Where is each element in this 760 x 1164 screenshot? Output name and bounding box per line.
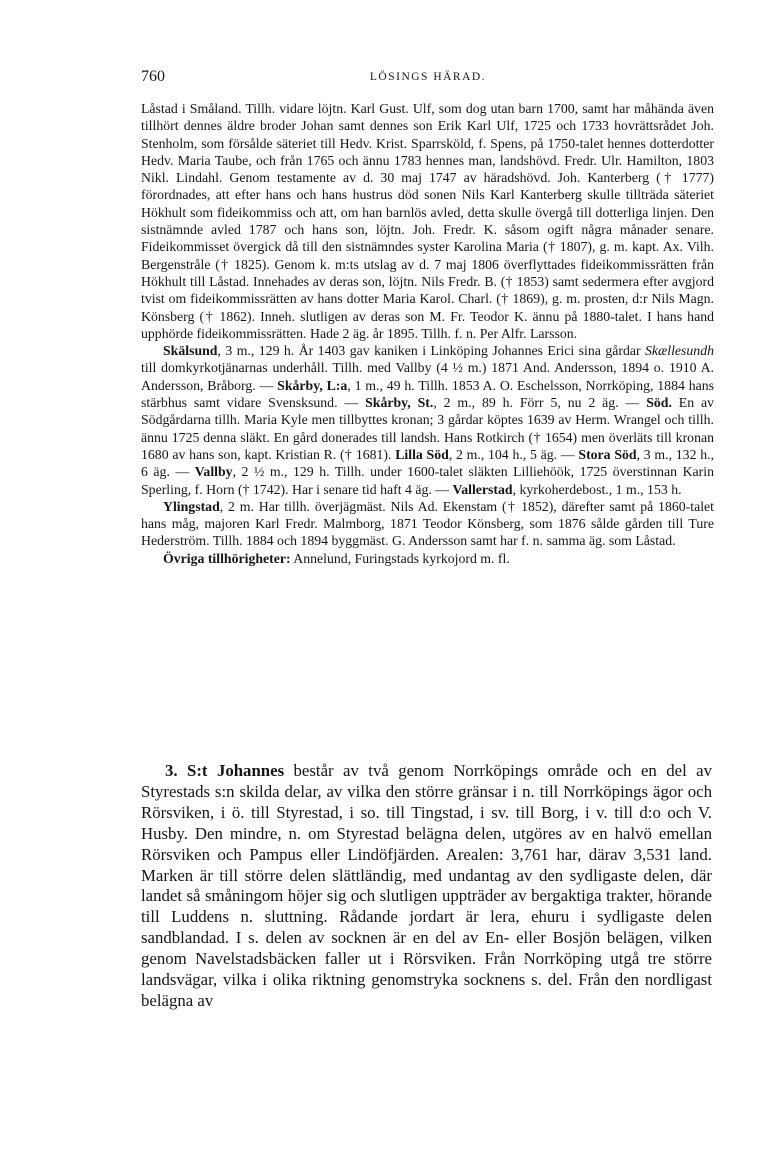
bold-term: Skårby, L:a: [277, 377, 348, 393]
main-text-section: [141, 761, 712, 1012]
bold-term: Skälsund: [163, 343, 218, 359]
bold-term: Vallerstad: [452, 481, 513, 497]
bold-term: 3. S:t Johannes: [165, 761, 285, 780]
text-run: , 1 m., 49 h. Tillh. 1853 A. O. Eschelsson, Norrköping, 1884 hans stärbhus samt vidare Svensksund. —: [141, 377, 714, 411]
page-number: 760: [141, 68, 165, 85]
text-run: , 3 m., 132 h., 6 äg. —: [141, 446, 715, 480]
paragraph-st-johannes: [141, 761, 712, 1012]
page-header: [141, 68, 715, 90]
paragraph-skalsund: [141, 342, 714, 498]
bold-term: Skårby, St.: [365, 395, 434, 411]
text-run: , 2 ½ m., 129 h. Tillh. under 1600-talet släkten Lilliehöök, 1725 överstinnan Karin Sperling, f. Horn († 1742). Har i senare tid haft 4 äg. —: [141, 464, 714, 497]
text-run: , 2 m. Har tillh. överjägmäst. Nils Ad. Ekenstam († 1852), därefter samt på 1860-talet hans måg, majoren Karl Fredr. Malmborg, 1871 Teodor Könsberg, som 1876 sålde gården till Ture Hederström. Tillh. 1884 och 1894 byggmäst. G. Andersson samt har f. n. samma äg. som Låstad.: [141, 498, 714, 549]
text-run: består av två genom Norrköpings område och en del av Styrestads s:n skilda delar, av vilka den större gränsar i n. till Norrköpings ägor och Rörsviken, i ö. till Styrestad, i so. till Tingstad, i sv. till Borg, i v. till d:o och V. Husby. Den mindre, n. om Styrestad belägna delen, utgöres av en halvö emellan Rörsviken och Pampus eller Lindöfjärden. Arealen: 3,761 har, därav 3,531 land. Marken är till större delen slättländig, med undantag av den sydligaste delen, där landet så småningom höjer sig och slutligen uppträder av bergaktiga trakter, hörande till Luddens n. sluttning. Rådande jordart är lera, ehuru i sydligaste delen sandblandad. I s. delen av socknen är en del av En- eller Bosjön belägen, vilken genom Navelstadsbäcken faller ut i Rörsviken. Från Norrköping utgå tre större landsvägar, vilka i olika riktning genomstryka socknens s. del. Från den nordligast belägna av: [141, 761, 712, 1010]
text-run: Annelund, Furingstads kyrkojord m. fl.: [290, 550, 510, 566]
text-run: , 2 m., 104 h., 5 äg. —: [448, 446, 579, 462]
bold-term: Stora Söd: [578, 446, 637, 462]
small-print-section: [141, 100, 714, 567]
bold-term: Vallby: [194, 464, 233, 480]
paragraph-ovriga: [141, 550, 714, 567]
bold-term: Övriga tillhörigheter:: [163, 550, 291, 566]
text-run: , 3 m., 129 h. År 1403 gav kaniken i Linköping Johannes Erici sina gårdar: [217, 343, 646, 359]
text-run: Skællesundh: [645, 343, 714, 359]
bold-term: Ylingstad: [163, 498, 220, 514]
paragraph-lastad: [141, 100, 714, 342]
text-run: En av Södgårdarna tillh. Maria Kyle men tillbyttes kronan; 3 gårdar köptes 1639 av Herm. Wrangel och tillh. ännu 1725 denna släkt. En gård donerades till landsh. Hans Rotkirch († 1654) men överläts till kronan 1680 av hans son, kapt. Kristian R. († 1681).: [141, 395, 715, 462]
bold-term: Lilla Söd: [395, 446, 449, 462]
text-run: , 2 m., 89 h. Förr 5, nu 2 äg. —: [433, 395, 647, 411]
paragraph-ylingstad: [141, 498, 714, 550]
text-run: Låstad i Småland. Tillh. vidare löjtn. Karl Gust. Ulf, som dog utan barn 1700, samt har måhända även tillhört dennes äldre broder Johan samt dennes son Erik Karl Ulf, 1725 och 1733 hovrättsrådet Joh. Stenholm, som försålde säteriet till Hedv. Krist. Sparrsköld, f. Spens, på 1750-talet hennes dotterdotter Hedv. Maria Taube, och från 1765 och ännu 1783 hennes man, landshövd. Fredr. Ulr. Hamilton, 1803 Nikl. Lindahl. Genom testamente av d. 30 maj 1747 av häradshövd. Joh. Kanterberg († 1777) förordnades, att efter hans och hans hustrus död sonen Nils Karl Kanterberg skulle tillträda säteriet Hökhult som fideikommiss och att, om han barnlös avled, detta skulle övergå till dotterliga linjen. Den sistnämnde avled 1787 och hans son, löjtn. Joh. Fredr. K. såsom ogift några månader senare. Fideikommisset övergick då till den sistnämndes syster Karolina Maria († 1807), g. m. kapt. Ax. Vilh. Bergenstråle († 1825). Genom k. m:ts utslag av d. 7 maj 1806 överflyttades fideikommissrätten från Hökhult till Låstad. Innehades av deras son, löjtn. Nils Fredr. B. († 1853) samt sedermera efter avgjord tvist om fideikommissrätten av hans dotter Maria Karol. Charl. († 1869), g. m. prosten, d:r Nils Magn. Könsberg († 1862). Inneh. slutligen av deras son M. Fr. Teodor K. ännu på 1880-talet. I hans hand upphörde fideikommissrätten. Hade 2 äg. år 1895. Tillh. f. n. Per Alfr. Larsson.: [141, 101, 714, 341]
bold-term: Söd.: [646, 395, 672, 411]
text-run: till domkyrkotjänarnas underhåll. Tillh. med Vallby (4 ½ m.) 1871 And. Andersson, 1894 o. 1910 A. Andersson, Bråborg. —: [141, 360, 714, 393]
text-run: , kyrkoherdebost., 1 m., 153 h.: [512, 481, 682, 497]
running-title: LÖSINGS HÄRAD.: [369, 71, 487, 83]
